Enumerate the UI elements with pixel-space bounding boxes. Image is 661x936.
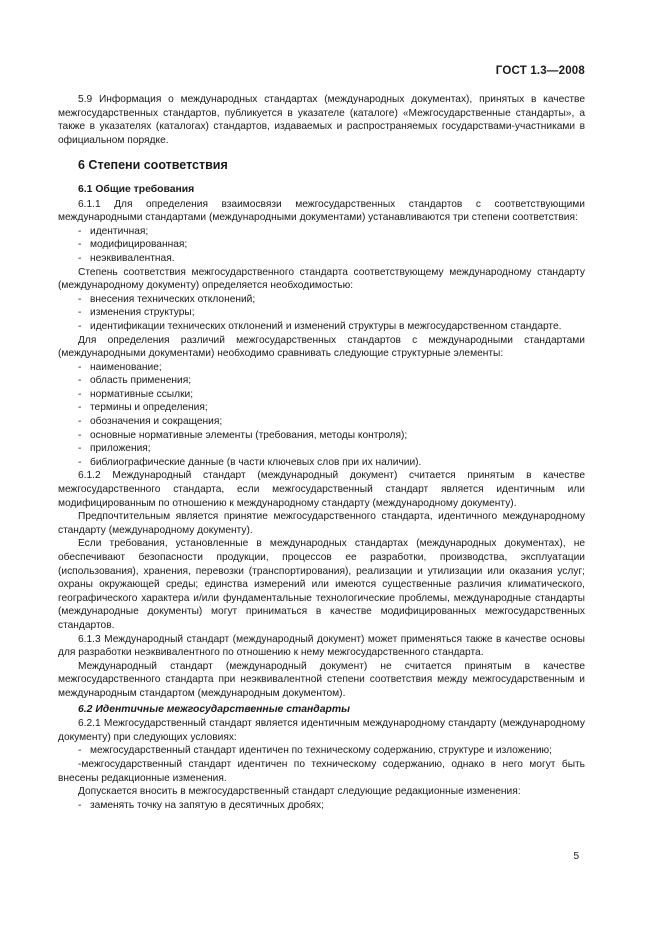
dash-marker: - (78, 402, 82, 414)
dash-marker: - (78, 745, 82, 757)
dash-marker: - (78, 443, 82, 455)
paragraph-6-1-2: 6.1.2 Международный стандарт (международный документ) считается принятым в качестве межгосударственного стандарта, если межгосударственный стандарт является идентичным или модифицированным по отношению к международному стандарту (международному документу). (58, 470, 585, 509)
list-item-element (58, 456, 585, 470)
dash-marker: - (78, 429, 82, 441)
list-item-element (58, 401, 585, 415)
paragraph-requirements: Если требования, установленные в международных стандартах (международных документах), не обеспечивают безопасности продукции, процессов ее разработки, производства, эксплуатации (использования), хранения, перевозки (транспортирования), реализации и утилизации или оказания услуг; охраны окружающей среды; единства измерений или имеются существенные различия климатического, географического характера и/или фундаментальные технологические проблемы, международные стандарты (международные документы) могут приниматься в качестве модифицированных межгосударственных стандартов. (58, 538, 585, 631)
list-item-degree (58, 225, 585, 239)
list-item-text: основные нормативные элементы (требования, методы контроля); (90, 429, 408, 441)
list-item-element (58, 429, 585, 443)
list-item-element (58, 388, 585, 402)
list-item-text: заменять точку на запятую в десятичных дробях; (90, 799, 324, 811)
paragraph-degree: Степень соответствия межгосударственного стандарта соответствующему международному стандарту (международному документу) определяется необходимостью: (58, 266, 585, 292)
list-item-text: изменения структуры; (90, 307, 195, 319)
list-item-text: внесения технических отклонений; (90, 293, 256, 305)
list-item-necessity (58, 293, 585, 307)
page-body (58, 93, 585, 812)
paragraph-compare: Для определения различий межгосударственных стандартов с международными стандартами (международными документами) необходимо сравнивать следующие структурные элементы: (58, 334, 585, 360)
list-item-edit (58, 799, 585, 813)
list-item-element (58, 374, 585, 388)
list-item-text: межгосударственный стандарт идентичен по техническому содержанию, структуре и изложению; (90, 745, 553, 757)
paragraph-6-1-3: 6.1.3 Международный стандарт (международный документ) может применяться также в качестве основы для разработки неэквивалентного по отношению к нему межгосударственного стандарта. (58, 633, 585, 659)
list-item-text: приложения; (90, 443, 151, 455)
list-item-text: обозначения и сокращения; (90, 416, 223, 428)
paragraph-not-accepted: Международный стандарт (международный документ) не считается принятым в качестве межгосударственного стандарта при неэквивалентной степени соответствия между межгосударственным и международным стандартом (международным документом). (58, 660, 585, 699)
list-item-degree (58, 238, 585, 252)
list-item-condition-wrapped (58, 758, 585, 785)
list-item-text: термины и определения; (90, 402, 208, 414)
list-item-element (58, 361, 585, 375)
subsection-6-1-title: 6.1 Общие требования (78, 183, 195, 195)
dash-marker: - (78, 239, 82, 251)
dash-marker: - (78, 293, 82, 305)
dash-marker: - (78, 388, 82, 400)
dash-marker: - (78, 416, 82, 428)
list-item-text: нормативные ссылки; (90, 388, 194, 400)
list-item-text: область применения; (90, 375, 192, 387)
paragraph-6-1-1: 6.1.1 Для определения взаимосвязи межгосударственных стандартов с соответствующими международными стандартами (международными документами) устанавливаются три степени соответствия: (58, 198, 585, 224)
section-6-title: 6 Степени соответствия (78, 158, 228, 173)
subsection-6-2-title: 6.2 Идентичные межгосударственные стандарты (78, 703, 350, 715)
list-item-text: модифицированная; (90, 239, 188, 251)
paragraph-6-2-1: 6.2.1 Межгосударственный стандарт является идентичным международному стандарту (международному документу) при следующих условиях: (58, 718, 585, 743)
list-item-element (58, 415, 585, 429)
dash-marker: - (78, 225, 82, 237)
list-item-text: идентификации технических отклонений и изменений структуры в межгосударственном стандарте. (90, 320, 562, 332)
dash-marker: - (78, 799, 82, 811)
dash-marker: - (78, 361, 82, 373)
dash-marker: - (78, 252, 82, 264)
list-item-necessity (58, 320, 585, 334)
list-item-text: библиографические данные (в части ключевых слов при их наличии). (90, 456, 422, 468)
paragraph-editorial: Допускается вносить в межгосударственный стандарт следующие редакционные изменения: (78, 786, 521, 798)
paragraph-5-9: 5.9 Информация о международных стандартах (международных документах), принятых в качестве межгосударственных стандартов, публикуется в указателе (каталоге) «Межгосударственные стандарты», а также в указателях (каталогах) стандартов, издаваемых и распространяемых государствами-участниками в официальном порядке. (58, 94, 585, 146)
list-item-degree (58, 252, 585, 266)
dash-marker: - (78, 456, 82, 468)
list-item-text: неэквивалентная. (90, 252, 175, 264)
list-item-text: межгосударственный стандарт идентичен по техническому содержанию, однако в него могут быть внесены редакционные изменения. (58, 758, 585, 784)
dash-marker: - (78, 375, 82, 387)
standard-header: ГОСТ 1.3—2008 (495, 65, 585, 77)
page-number: 5 (573, 851, 579, 862)
dash-marker: - (78, 320, 82, 332)
list-item-text: идентичная; (90, 225, 149, 237)
paragraph-preferred: Предпочтительным является принятие межгосударственного стандарта, идентичного международному стандарту (международному документу). (58, 511, 585, 536)
list-item-element (58, 442, 585, 456)
list-item-text: наименование; (90, 361, 162, 373)
dash-marker: - (78, 758, 82, 770)
list-item-condition (58, 744, 585, 758)
list-item-necessity (58, 306, 585, 320)
dash-marker: - (78, 307, 82, 319)
